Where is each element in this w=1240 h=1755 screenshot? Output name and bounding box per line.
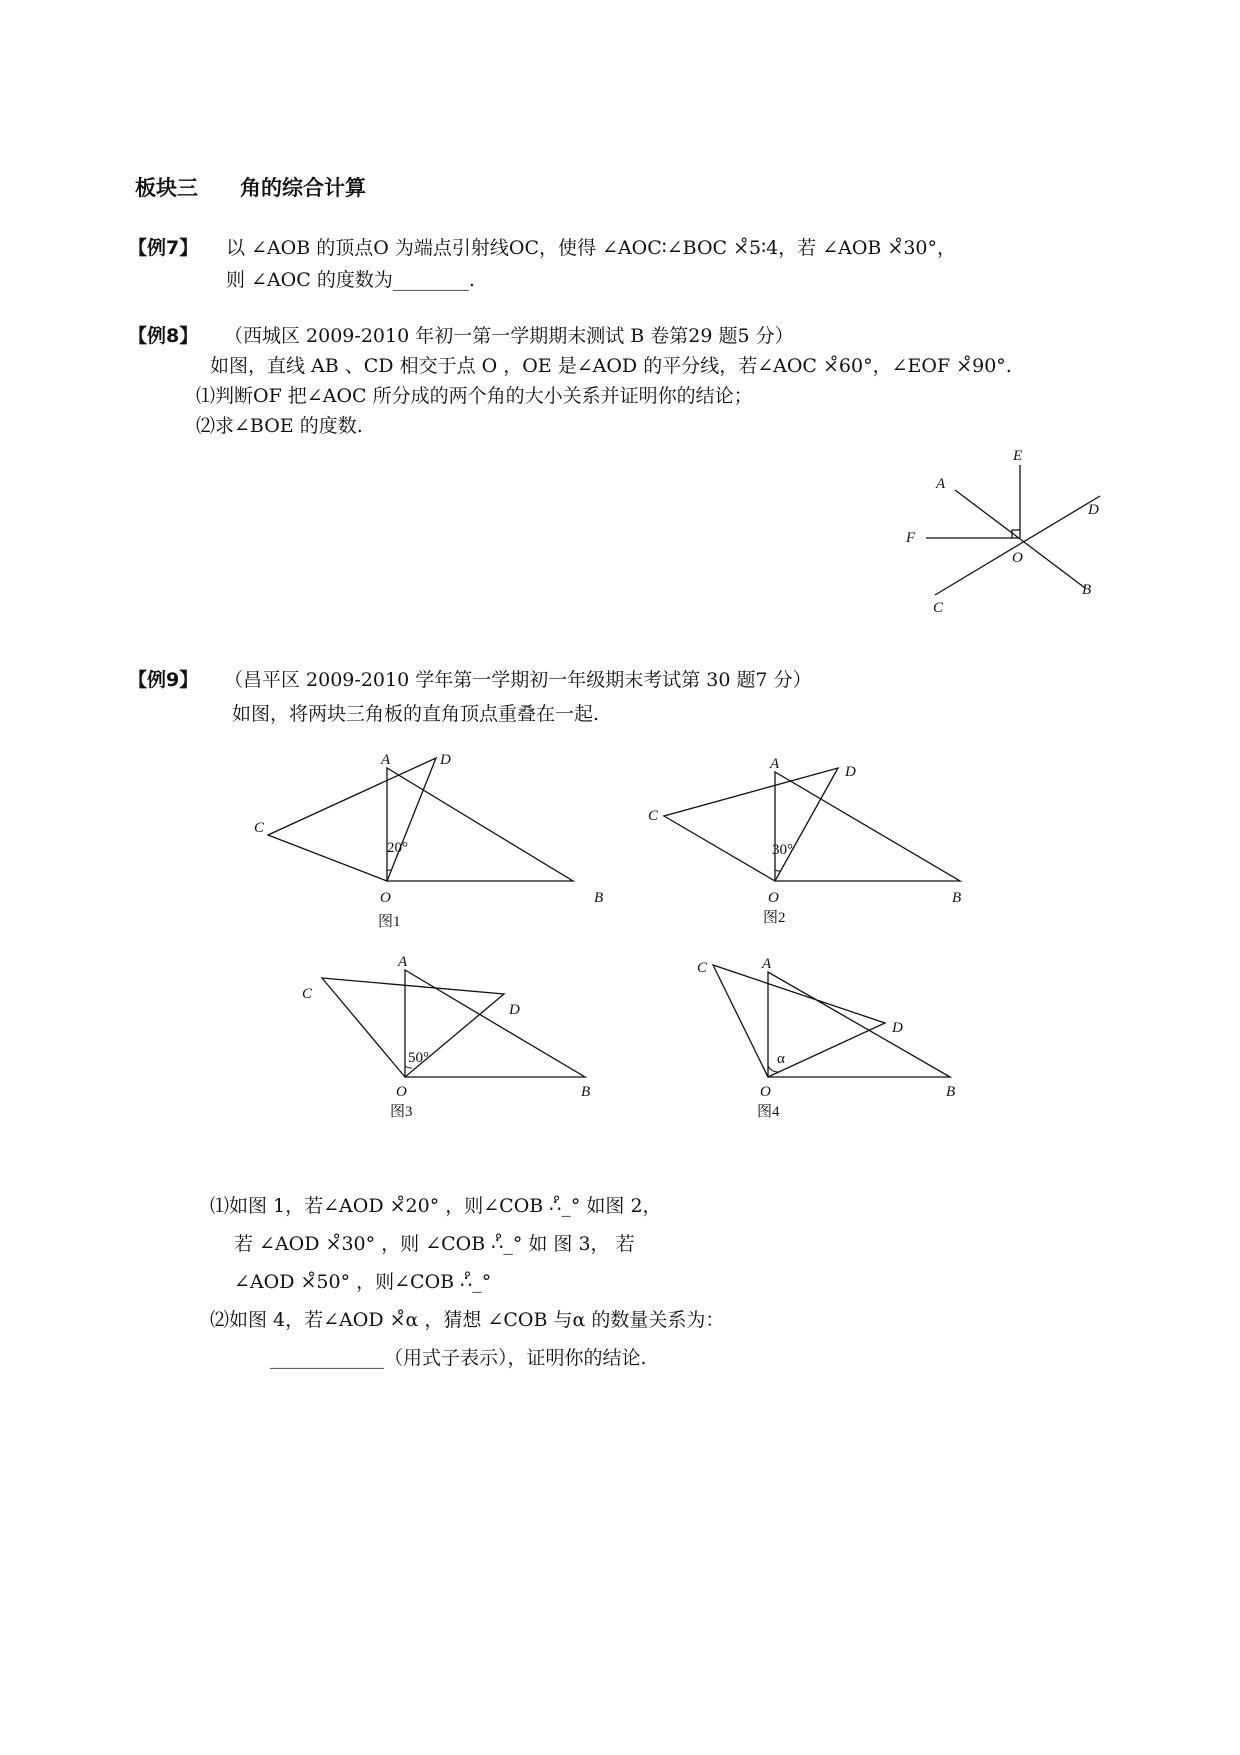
example-8-question-1: ⑴判断OF 把∠AOC 所分成的两个角的大小关系并证明你的结论； — [196, 385, 753, 407]
triangle-aob — [387, 768, 573, 881]
example-9-q1-line3: ∠AOD ×̊50° ，则∠COB ∴̊_° — [234, 1271, 492, 1293]
label-c: C — [933, 600, 944, 616]
example-8-source: （西城区 2009-2010 年初一第一学期期末测试 B 卷第29 题5 分） — [224, 325, 794, 347]
example-8-question-2: ⑵求∠BOE 的度数. — [196, 415, 363, 437]
triangle-aob — [768, 972, 950, 1077]
angle-label: α — [777, 1051, 785, 1067]
example-9-q2-line2: ____________（用式子表示），证明你的结论. — [270, 1347, 647, 1369]
triangle-aob — [775, 772, 960, 881]
label-o: O — [396, 1084, 407, 1100]
label-d: D — [892, 1020, 903, 1036]
label-o: O — [1012, 550, 1023, 566]
triangle-cod — [268, 758, 436, 881]
figure-caption: 图2 — [763, 910, 786, 926]
label-d: D — [440, 752, 451, 768]
label-e: E — [1013, 448, 1023, 464]
angle-label: 50° — [408, 1050, 429, 1066]
label-c: C — [302, 986, 313, 1002]
angle-label: 20° — [387, 840, 408, 856]
example-7-line1: 以 ∠AOB 的顶点O 为端点引射线OC，使得 ∠AOC∶∠BOC ×̊5∶4，若 ∠AOB ×̊30°， — [226, 237, 957, 259]
label-b: B — [594, 890, 604, 906]
example-9-q2-line1: ⑵如图 4，若∠AOD ×̊α ，猜想 ∠COB 与α 的数量关系为： — [210, 1309, 725, 1331]
label-c: C — [697, 960, 708, 976]
label-d: D — [509, 1002, 520, 1018]
label-a: A — [936, 476, 946, 492]
figure-caption: 图3 — [390, 1104, 413, 1120]
figure-caption: 图4 — [757, 1104, 780, 1120]
angle-arc — [405, 1066, 412, 1068]
label-d: D — [1088, 502, 1099, 518]
figure-3 — [290, 945, 620, 1125]
label-f: F — [906, 530, 916, 546]
example-9-tag: 【例9】 — [128, 669, 199, 691]
triangle-cod — [713, 965, 885, 1077]
figure-2 — [630, 740, 990, 930]
label-b: B — [946, 1084, 956, 1100]
label-d: D — [845, 764, 856, 780]
label-o: O — [760, 1084, 771, 1100]
triangle-cod — [664, 768, 838, 881]
example-9-q1-line2: 若 ∠AOD ×̊30° ，则 ∠COB ∴̊_° 如 图 3， 若 — [234, 1233, 635, 1255]
label-a: A — [762, 956, 772, 972]
label-b: B — [952, 890, 962, 906]
label-c: C — [254, 820, 265, 836]
example-9-line1: 如图，将两块三角板的直角顶点重叠在一起. — [232, 703, 600, 725]
example-8-figure — [900, 440, 1140, 630]
label-b: B — [581, 1084, 591, 1100]
label-a: A — [398, 954, 408, 970]
figure-1 — [240, 740, 604, 930]
label-a: A — [770, 756, 780, 772]
label-b: B — [1082, 582, 1092, 598]
triangle-aob — [405, 970, 585, 1077]
example-9-q1-line1: ⑴如图 1，若∠AOD ×̊20° ，则∠COB ∴̊_° 如图 2， — [210, 1195, 662, 1217]
label-c: C — [648, 808, 659, 824]
figure-4 — [680, 945, 980, 1125]
example-8-tag: 【例8】 — [128, 325, 199, 347]
example-8-line1: 如图，直线 AB 、CD 相交于点 O ，OE 是∠AOD 的平分线，若∠AOC ×̊60°，∠EOF ×̊90°. — [210, 355, 1012, 377]
figure-caption: 图1 — [378, 914, 401, 930]
section-title: 板块三 角的综合计算 — [135, 176, 366, 200]
example-9-source: （昌平区 2009-2010 学年第一学期初一年级期末考试第 30 题7 分） — [224, 669, 812, 691]
example-7-line2: 则 ∠AOC 的度数为________. — [226, 269, 475, 291]
example-7-tag: 【例7】 — [128, 237, 199, 259]
label-o: O — [380, 890, 391, 906]
angle-label: 30° — [772, 842, 793, 858]
label-o: O — [768, 890, 779, 906]
label-a: A — [381, 752, 391, 768]
